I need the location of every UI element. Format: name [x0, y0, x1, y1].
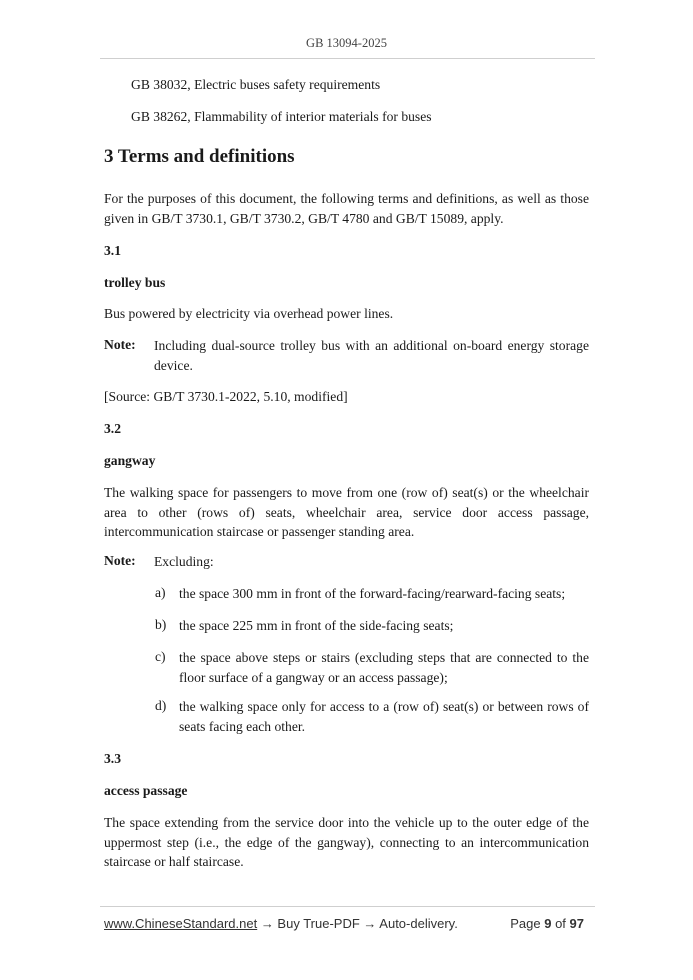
note-label: Note:: [104, 553, 136, 568]
footer-promo: [104, 916, 458, 931]
term-number: 3.3: [104, 751, 121, 766]
list-item-marker: c): [155, 649, 166, 664]
term-title: trolley bus: [104, 275, 166, 290]
list-item: the space 300 mm in front of the forward-facing/rearward-facing seats;: [179, 586, 566, 601]
section-intro: For the purposes of this document, the following terms and definitions, as well as those given in GB/T 3730.1, GB/T 3730.2, GB/T 4780 and GB/T 15089, apply.: [104, 191, 589, 226]
term-definition: The space extending from the service door into the vehicle up to the outer edge of the uppermost step (i.e., the edge of the gangway), connecting to an intercommunication staircase or half staircase.: [104, 815, 589, 869]
term-title: gangway: [104, 453, 156, 468]
note-text: Including dual-source trolley bus with an additional on-board energy storage device.: [154, 338, 589, 373]
page-indicator: [510, 916, 584, 931]
section-heading: 3 Terms and definitions: [104, 146, 295, 167]
list-item: the space above steps or stairs (excluding steps that are connected to the floor surface of a gangway or an access passage);: [179, 650, 589, 685]
reference-gb-38032: GB 38032, Electric buses safety requirements: [131, 77, 381, 92]
document-id-header: GB 13094-2025: [306, 36, 387, 50]
term-definition: The walking space for passengers to move from one (row of) seat(s) or the wheelchair area to other (rows of) seats, wheelchair area, service door access passage, intercommunication staircase or passenger standing area.: [104, 485, 589, 539]
page-footer: [104, 916, 584, 931]
reference-gb-38262: GB 38262, Flammability of interior materials for buses: [131, 109, 432, 124]
term-number: 3.2: [104, 421, 121, 436]
list-item: the space 225 mm in front of the side-facing seats;: [179, 618, 454, 633]
list-item-marker: d): [155, 698, 167, 713]
current-page-number: 9: [544, 916, 552, 931]
list-item-marker: b): [155, 617, 167, 632]
note-label: Note:: [104, 337, 136, 352]
site-link[interactable]: www.ChineseStandard.net: [104, 916, 258, 931]
total-page-count: 97: [569, 916, 584, 931]
of-word: of: [555, 916, 566, 931]
note-text: Excluding:: [154, 554, 214, 569]
header-divider: [100, 58, 595, 59]
term-title: access passage: [104, 783, 188, 798]
list-item: the walking space only for access to a (row of) seat(s) or between rows of seats facing each other.: [179, 699, 589, 734]
footer-divider: [100, 906, 595, 907]
footer-promo-text: → Buy True-PDF → Auto-delivery.: [257, 916, 458, 931]
term-number: 3.1: [104, 243, 121, 258]
list-item-marker: a): [155, 585, 166, 600]
page-word: Page: [510, 916, 541, 931]
term-definition: Bus powered by electricity via overhead power lines.: [104, 306, 394, 321]
term-source: [Source: GB/T 3730.1-2022, 5.10, modified]: [104, 389, 348, 404]
